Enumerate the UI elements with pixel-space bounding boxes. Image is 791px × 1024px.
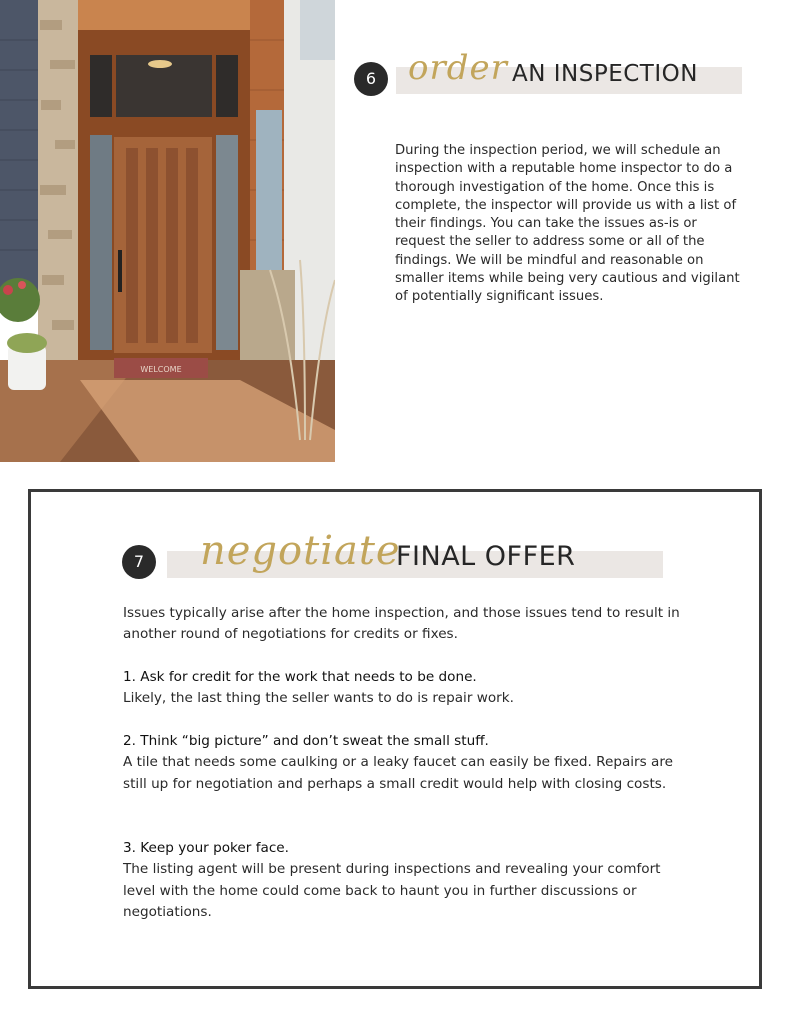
intro-text: Issues typically arise after the home inspection, and those issues tend to result in another round of negotiations for credits or fixes. <box>123 605 680 643</box>
doormat-text: WELCOME <box>140 365 182 374</box>
item-1-text: Likely, the last thing the seller wants to do is repair work. <box>123 690 514 707</box>
section6-body: During the inspection period, we will schedule an inspection with a reputable home inspector to do a thorough investigation of the home. Once this is complete, the inspector will provide us with a list of their findings. You can take the issues as-is or request the seller to address some or all of the findings. We will be mindful and reasonable on smaller items while being very cautious and vigilant of potentially significant issues. <box>395 143 740 305</box>
item-3 <box>123 838 683 923</box>
item-3-text: The listing agent will be present during inspections and revealing your comfort level with the home could come back to haunt you in further discussions or negotiations. <box>123 861 661 920</box>
item-2-heading: 2. Think “big picture” and don’t sweat the small stuff. <box>123 733 489 749</box>
item-1 <box>123 667 683 710</box>
item-2 <box>123 731 683 795</box>
section7-intro <box>123 603 683 646</box>
section7-title: FINAL OFFER <box>396 541 576 572</box>
item-2-text: A tile that needs some caulking or a leaky faucet can easily be fixed. Repairs are still up for negotiation and perhaps a small credit would help with closing costs. <box>123 754 674 792</box>
item-1-heading: 1. Ask for credit for the work that needs to be done. <box>123 669 477 685</box>
section6-number-badge: 6 <box>354 62 388 96</box>
item-3-heading: 3. Keep your poker face. <box>123 840 289 856</box>
section6-title: AN INSPECTION <box>512 61 698 87</box>
front-door-photo <box>0 0 335 462</box>
section7-script-word: negotiate <box>200 528 401 574</box>
section7-number-badge: 7 <box>122 545 156 579</box>
section6-script-word: order <box>408 48 508 88</box>
